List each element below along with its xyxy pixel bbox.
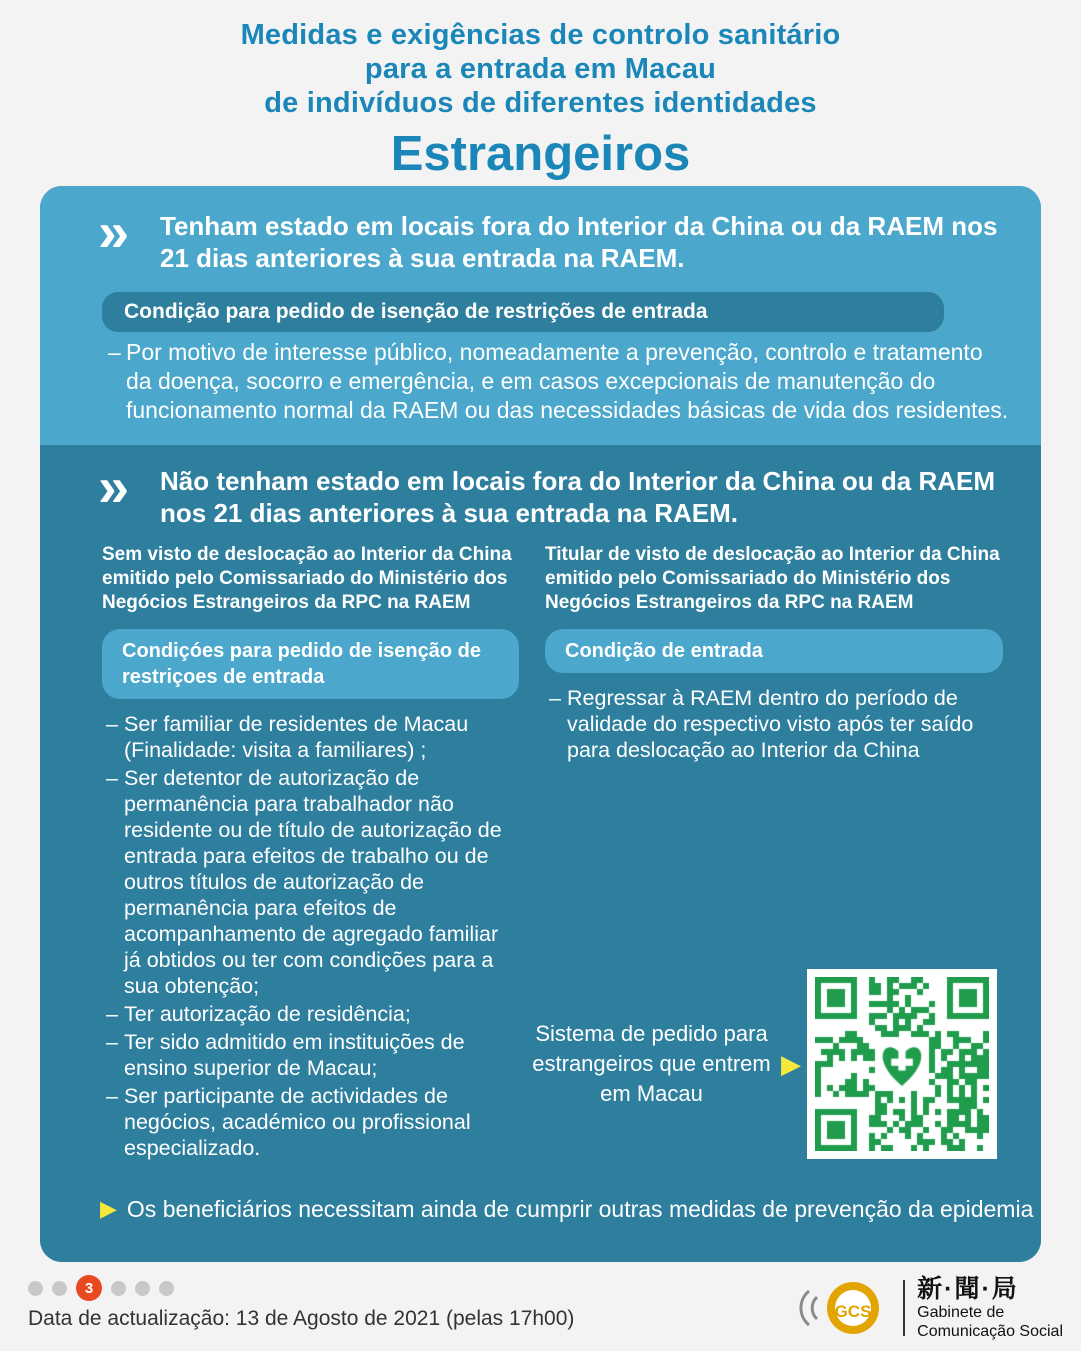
page-dot-active[interactable]: 3 <box>76 1275 102 1301</box>
section-b <box>40 445 1041 1262</box>
section-b-heading-row <box>70 455 1011 529</box>
page-dot[interactable] <box>159 1281 174 1296</box>
chevron-right-icon: » <box>98 200 120 263</box>
gcs-logo-pt-1: Gabinete de <box>917 1304 1005 1321</box>
column-with-visa-title: Titular de visto de deslocação ao Interior da China emitido pelo Comissariado do Ministério dos Negócios Estrangeiros da RPC na RAEM <box>545 544 1000 613</box>
list-item: – Ser familiar de residentes de Macau (Finalidade: visita a familiares) ; <box>106 711 519 763</box>
qr-code[interactable] <box>807 969 997 1159</box>
gcs-logo-mark <box>795 1273 891 1343</box>
list-item: – Por motivo de interesse público, nomeadamente a prevenção, controlo e tratamento da doença, socorro e emergência, e em casos excepcionais de manutenção do funcionamento normal da RAEM ou das necessidades básicas de vida dos residentes. <box>108 338 1011 425</box>
list-item: – Ter autorização de residência; <box>106 1001 519 1027</box>
section-b-heading: Não tenham estado em locais fora do Interior da China ou da RAEM nos 21 dias anteriores à sua entrada na RAEM. <box>160 466 996 528</box>
header-line-3: de indivíduos de diferentes identidades <box>264 87 817 119</box>
header-line-1: Medidas e exigências de controlo sanitário <box>240 19 841 51</box>
page-dot[interactable] <box>135 1281 150 1296</box>
page-dot[interactable] <box>52 1281 67 1296</box>
svg-text:GCS: GCS <box>834 1302 872 1321</box>
page-header <box>0 0 1081 184</box>
column-no-visa-bullets <box>102 711 519 1161</box>
list-item: – Ser participante de actividades de negócios, académico ou profissional especializado. <box>106 1083 519 1161</box>
section-a <box>40 186 1041 445</box>
page-dot[interactable] <box>28 1281 43 1296</box>
section-b-columns <box>70 543 1011 1163</box>
arrow-right-icon: ▶ <box>781 1048 801 1079</box>
list-item: – Ter sido admitido em instituições de ensino superior de Macau; <box>106 1029 519 1081</box>
gcs-logo-cn: 新·聞·局 <box>917 1275 1019 1303</box>
column-no-visa-pill: Condiçóes para pedido de isenção de restriçoes de entrada <box>102 629 519 699</box>
qr-code-canvas <box>815 977 989 1151</box>
gcs-logo-pt-2: Comunicação Social <box>917 1323 1063 1340</box>
footer-bar <box>0 1265 1081 1351</box>
qr-caption: Sistema de pedido para estrangeiros que entrem em Macau <box>532 1021 771 1106</box>
column-with-visa-pill: Condição de entrada <box>545 629 1003 673</box>
list-item: – Regressar à RAEM dentro do período de validade do respectivo visto após ter saído para deslocação ao Interior da China <box>549 685 1003 763</box>
header-line-2: para a entrada em Macau <box>364 53 717 85</box>
content-card <box>40 186 1041 1262</box>
column-with-visa-bullets <box>545 685 1003 763</box>
column-no-visa-title: Sem visto de deslocação ao Interior da China emitido pelo Comissariado do Ministério dos Negócios Estrangeiros da RPC na RAEM <box>102 544 512 613</box>
gcs-logo-text <box>917 1275 1063 1341</box>
gcs-logo <box>795 1273 1063 1343</box>
chevron-right-icon: » <box>98 455 120 518</box>
column-no-visa <box>102 543 519 1163</box>
list-item: – Ser detentor de autorização de permanência para trabalhador não residente ou de título de autorização de entrada para efeitos de trabalho ou de outros títulos de autorização de permanência para efeitos de acompanhamento de agregado familiar já obtidos ou ter com condições para a sua obtenção; <box>106 765 519 999</box>
section-a-pill: Condição para pedido de isenção de restrições de entrada <box>102 292 944 332</box>
page-indicator[interactable] <box>28 1275 183 1301</box>
footnote <box>100 1194 1033 1224</box>
section-a-heading-row <box>70 200 1011 274</box>
page-title: Estrangeiros <box>390 127 691 181</box>
qr-section <box>524 969 997 1159</box>
update-date: Data de actualização: 13 de Agosto de 2021 (pelas 17h00) <box>28 1307 575 1330</box>
page-dot[interactable] <box>111 1281 126 1296</box>
column-with-visa <box>532 543 1003 1163</box>
logo-divider <box>903 1280 905 1336</box>
triangle-right-icon: ▶ <box>100 1196 117 1221</box>
footnote-text: Os beneficiários necessitam ainda de cumprir outras medidas de prevenção da epidemia <box>126 1196 1034 1222</box>
section-a-bullets <box>70 338 1011 425</box>
section-a-heading: Tenham estado em locais fora do Interior da China ou da RAEM nos 21 dias anteriores à sua entrada na RAEM. <box>160 211 998 273</box>
